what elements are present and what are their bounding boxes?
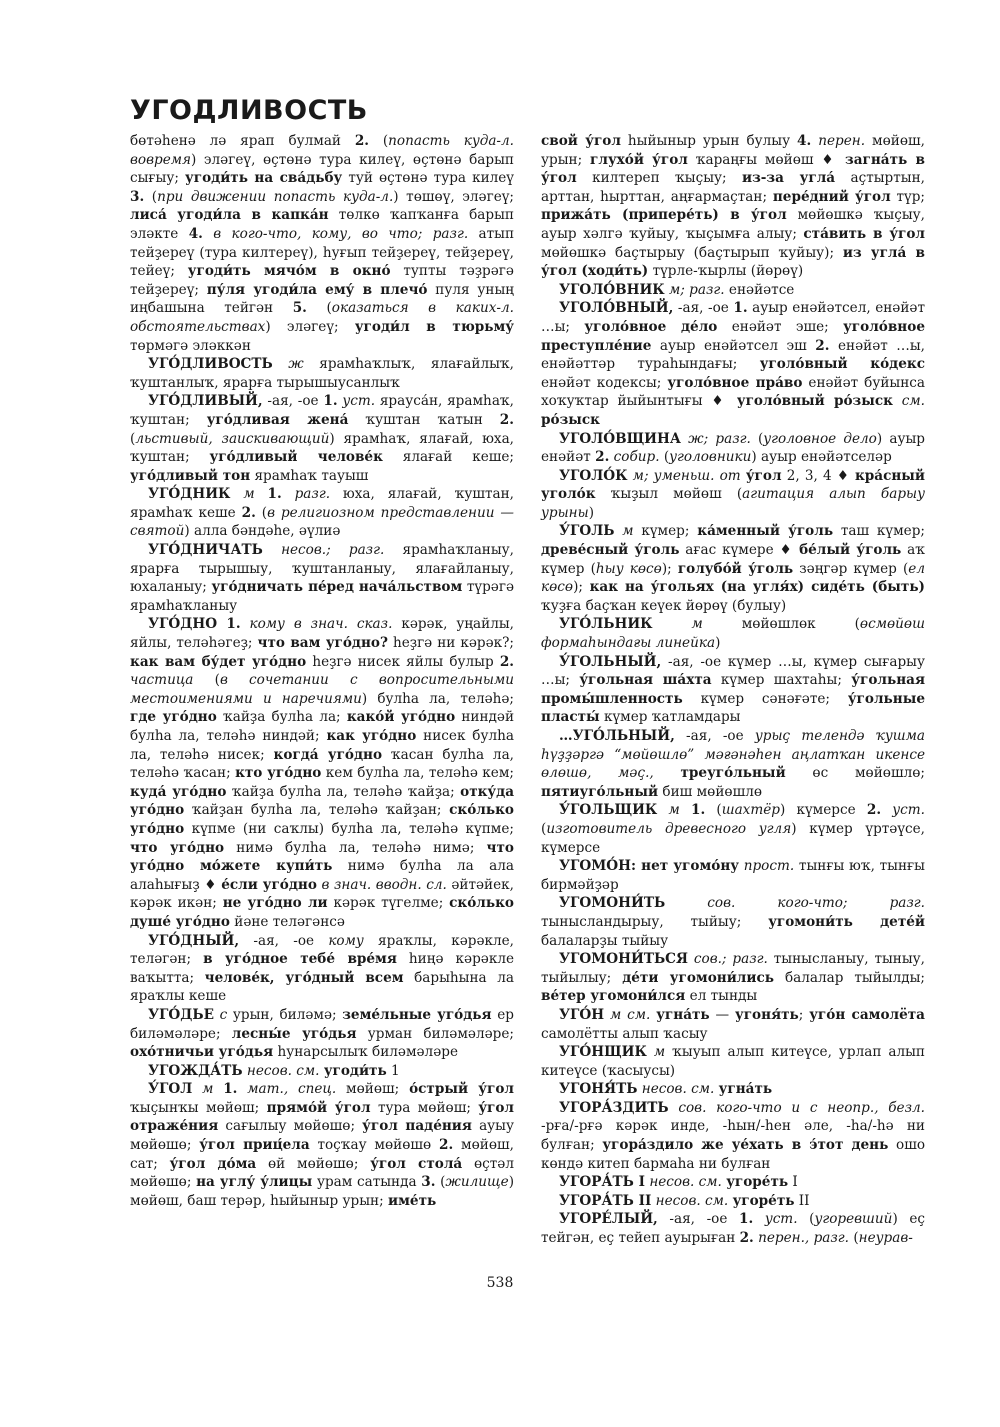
dictionary-entry: бөтәһенә лә ярап булмай 2. (попасть куда-л. вовремя) эләгеү, өҫтөнә тура килеү, өҫтөнә барып сығыу; угоди́ть на сва́дьбу туй өҫтөнә тура килеү 3. (при движении попасть куда-л.) төшөү, эләгеү; лиса́ угоди́ла в капка́н төлкө ҡапҡанға барып эләкте 4. в кого-что, кому, во что; разг. атып тейҙереү (тура килтереү), һуғып тейҙереү, тейҙереү, тейеү; угоди́ть мячо́м в окно́ тупты тәҙрәгә тейҙереү; пу́ля угоди́ла ему́ в плечо́ пуля уның иңбашына тейгән 5. (оказаться в каких-л. обстоятельствах) эләгеү; угоди́л в тюрьму́ төрмәгә эләккән <box>130 133 515 354</box>
dictionary-entry: УГОЛО́К м; уменьш. от у́гол 2, 3, 4 ♦ кра́сный уголо́к ҡыҙыл мөйөш (агитация алып барыу урыны) <box>541 467 926 521</box>
dictionary-entry: УГО́ДЛИВОСТЬ ж ярамһаҡлыҡ, ялағайлыҡ, ҡуштанлыҡ, ярарға тырышыусанлыҡ <box>130 356 514 391</box>
dictionary-entry: УГО́ДНО 1. кому в знач. сказ. кәрәк, уңайлы, яйлы, теләһәгеҙ; что вам уго́дно? һеҙгә ни кәрәк?; как вам бу́дет уго́дно һеҙгә нисек яйлы булыр 2. частица (в сочетании с вопросительными местоимениями и наречиями) булһа ла, теләһә; где уго́дно ҡайҙа булһа ла; како́й уго́дно ниндәй булһа ла, теләһә ниндәй; как уго́дно нисек булһа ла, теләһә нисек; когда́ уго́дно ҡасан булһа ла, теләһә ҡасан; кто уго́дно кем булһа ла, теләһә кем; куда́ уго́дно ҡайҙа булһа ла, теләһә ҡайҙа; отку́да уго́дно ҡайҙан булһа ла, теләһә ҡайҙан; ско́лько уго́дно күпме (ни саҡлы) булһа ла, теләһә күпме; что уго́дно нимә булһа ла, теләһә нимә; что уго́дно мо́жете купи́ть нимә булһа ла ала алаһығыҙ ♦ е́сли уго́дно в знач. вводн. сл. әйтәйек, кәрәк икән; не уго́дно ли кәрәк түгелме; ско́лько душе́ уго́дно йәне теләгәнсә <box>130 616 515 930</box>
dictionary-entry: УГО́ДЛИВЫЙ, -ая, -ое 1. уст. ярауса́н, ярамһаҡ, ҡуштан; уго́дливая жена́ ҡуштан ҡатын 2. (льстивый, заискивающий) ярамһаҡ, ялағай, юха, ҡуштан; уго́дливый челове́к ялағай кеше; уго́дливый тон ярамһаҡ тауыш <box>130 393 515 484</box>
dictionary-entry: УГОМО́Н: нет угомо́ну прост. тынғы юҡ, тынғы бирмәйҙәр <box>541 858 925 893</box>
dictionary-entry: УГОЛО́ВНЫЙ, -ая, -ое 1. ауыр енәйәтсел, енәйәт …ы; уголо́вное де́ло енәйәт эше; уголо́вное преступле́ние ауыр енәйәтсел эш 2. енәйәт …ы, енәйәттәр тураһындағы; уголо́вный ко́декс енәйәт кодексы; уголо́вное пра́во енәйәт буйынса хоҡуҡтар йыйынтығы ♦ уголо́вный ро́зыск см. ро́зыск <box>541 300 925 428</box>
dictionary-entry: УГОНЯ́ТЬ несов. см. угна́ть <box>559 1081 773 1098</box>
dictionary-entry: У́ГОЛ м 1. мат., спец. мөйөш; о́стрый у́гол ҡыҫынҡы мөйөш; прямо́й у́гол тура мөйөш; у́гол отраже́ния сағылыу мөйөшө; у́гол паде́ния ауыу мөйөшө; у́гол приц́ела тоҫҡау мөйөшө 2. мөйөш, сат; у́гол до́ма өй мөйөшө; у́гол стола́ өҫтәл мөйөшө; на углу́ у́лицы урам сатында 3. (жилище) мөйөш, баш терәр, һыйыныр урын; име́ть <box>130 1081 515 1209</box>
dictionary-entry: У́ГОЛЬНЫЙ, -ая, -ое күмер …ы, күмер сығарыу …ы; у́гольная ша́хта күмер шахтаһы; у́гольная промы́шленность күмер сәнәғәте; у́гольные пласты́ күмер ҡатламдары <box>541 653 925 726</box>
dictionary-entry: УГОЖДА́ТЬ несов. см. угоди́ть 1 <box>148 1062 400 1079</box>
dictionary-entry: У́ГОЛЬЩИК м 1. (шахтёр) күмерсе 2. уст. (изготовитель древесного угля) күмер үртәүсе, күмерсе <box>541 802 925 856</box>
dictionary-entry: УГОРА́ЗДИТЬ сов. кого-что и с неопр., безл. -рға/-рғә кәрәк инде, -һын/-һен әле, -һа/-һә ни булған; угора́здило же уе́хать в э́тот день ошо көндә китеп бармаһа ни булған <box>541 1099 926 1172</box>
dictionary-entry: УГО́ЛЬНИК м мөйөшлөк (өсмөйөш формаһындағы линейка) <box>541 616 925 652</box>
dictionary-entry: УГОЛО́ВЩИНА ж; разг. (уголовное дело) ауыр енәйәт 2. собир. (уголовники) ауыр енәйәтселәр <box>541 430 925 466</box>
dictionary-page <box>130 95 925 1365</box>
dictionary-entry: УГОРА́ТЬ I несов. см. угоре́ть I <box>559 1174 798 1191</box>
columns <box>130 132 925 1248</box>
dictionary-entry: УГО́НЩИК м ҡыуып алып китеүсе, урлап алып китеүсе (ҡасыусы) <box>541 1044 925 1079</box>
dictionary-entry: УГО́ДНИЧАТЬ несов.; разг. ярамһаҡланыу, ярарға тырышыу, ҡуштанланыу, ялағайланыу, юхаланыу; уго́дничать пе́ред нача́льством түрәгә ярамһаҡланыу <box>130 542 515 614</box>
dictionary-entry: УГОРА́ТЬ II несов. см. угоре́ть II <box>559 1192 810 1209</box>
dictionary-entry: свой у́гол һыйыныр урын булыу 4. перен. мөйөш, урын; глухо́й у́гол ҡараңғы мөйөш ♦ загна́ть в у́гол килтереп ҡыҫыу; из-за угла́ аҫтыртын, арттан, һырттан, аңғармаҫтан; пере́дний у́гол түр; прижа́ть (припере́ть) в у́гол мөйөшкә ҡыҫыу, ауыр хәлгә ҡуйыу, ҡыҫымға алыу; ста́вить в у́гол мөйөшкә баҫтырыу (баҫтырып ҡуйыу); из угла́ в у́гол (ходи́ть) түрле-ҡырлы (йөрөү) <box>541 133 925 280</box>
dictionary-entry: УГОРЕ́ЛЫЙ, -ая, -ое 1. уст. (угоревший) еҫ тейгән, еҫ тейеп ауырыған 2. перен., разг. (неурав- <box>541 1211 925 1247</box>
dictionary-entry: УГОМОНИ́ТЬСЯ сов.; разг. тынысланыу, тыныу, тыйылыу; де́ти угомони́лись балалар тыйылды; ве́тер угомони́лся ел тынды <box>541 951 926 1005</box>
page-number: 538 <box>486 1275 514 1291</box>
dictionary-entry: УГО́ДНИК м 1. разг. юха, ялағай, ҡуштан, ярамһаҡ кеше 2. (в религиозном представлении — святой) алла бәндәһе, әүлиә <box>130 486 515 540</box>
dictionary-entry: У́ГОЛЬ м күмер; ка́менный у́голь таш күмер; древе́сный у́голь ағас күмере ♦ бе́лый у́голь аҡ күмер (һыу көсө); голубо́й у́голь зәңгәр күмер (ел көсө); как на у́гольях (на угля́х) сиде́ть (быть) ҡуҙға баҫҡан кеүек йөрөү (булыу) <box>541 523 926 614</box>
dictionary-entry: УГОМОНИ́ТЬ сов. кого-что; разг. тынысландырыу, тыйыу; угомони́ть дете́й балаларҙы тыйыу <box>541 895 925 949</box>
dictionary-entry: УГО́ДЬЕ с урын, биләмә; земе́льные уго́дья ер биләмәләре; лесны́е уго́дья урман биләмәләре; охо́тничьи уго́дья һунарсылыҡ биләмәләре <box>130 1006 514 1061</box>
left-column <box>130 132 514 1248</box>
dictionary-entry: …УГО́ЛЬНЫЙ, -ая, -ое урыҫ телендә ҡушма һүҙҙәргә “мөйөшлө” мәғәнәһен аңлатҡан икенсе өлөшө, мәҫ., треуго́льный өс мөйөшлө; пятиуго́льный биш мөйөшлө <box>541 728 925 800</box>
dictionary-entry: УГОЛО́ВНИК м; разг. енәйәтсе <box>559 281 795 298</box>
dictionary-entry: УГО́Н м см. угна́ть — угоня́ть; уго́н самолёта самолётты алып ҡасыу <box>541 1006 925 1042</box>
dictionary-entry: УГО́ДНЫЙ, -ая, -ое кому яраҡлы, кәрәкле, теләгән; в уго́дное тебе́ вре́мя һиңә кәрәкле ваҡытта; челове́к, уго́дный всем барыһына ла яраҡлы кеше <box>130 932 514 1005</box>
running-head: УГОДЛИВОСТЬ <box>130 95 368 126</box>
right-column <box>541 132 925 1248</box>
